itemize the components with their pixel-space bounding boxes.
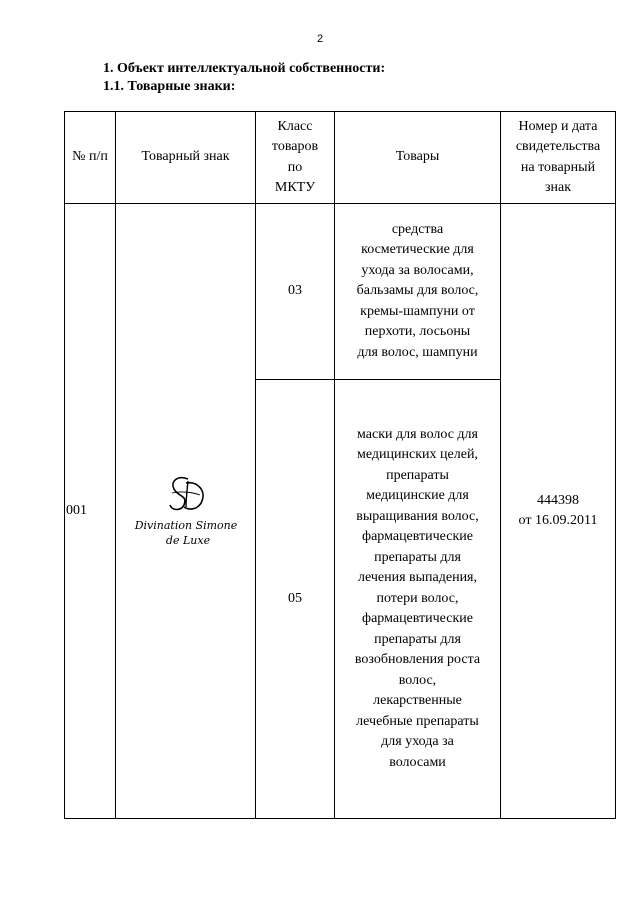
class-cell: 03 bbox=[256, 204, 335, 380]
trademark-cell bbox=[116, 204, 256, 819]
header-class: Класс товаров по МКТУ bbox=[256, 112, 335, 204]
subsection-heading: 1.1. Товарные знаки: bbox=[103, 79, 236, 94]
svg-text:de Luxe: de Luxe bbox=[165, 534, 211, 547]
certificate-cell: 444398 от 16.09.2011 bbox=[501, 204, 616, 819]
header-number: № п/п bbox=[65, 112, 116, 204]
header-goods: Товары bbox=[335, 112, 501, 204]
section-heading: 1. Объект интеллектуальной собственности: bbox=[103, 61, 386, 76]
svg-text:Divination Simone: Divination Simone bbox=[134, 519, 238, 532]
header-certificate: Номер и дата свидетельства на товарный знак bbox=[501, 112, 616, 204]
header-trademark: Товарный знак bbox=[116, 112, 256, 204]
row-number-cell: 001 bbox=[65, 204, 116, 819]
goods-cell: маски для волос для медицинских целей, препараты медицинские для выращивания волос, фармацевтические препараты для лечения выпадения, потери волос, фармацевтические препараты для возобновления роста волос, лекарственные лечебные препараты для ухода за волосами bbox=[335, 380, 501, 819]
page-number: 2 bbox=[316, 33, 324, 45]
class-cell: 05 bbox=[256, 380, 335, 819]
divination-simone-de-luxe-logo-icon bbox=[126, 471, 246, 551]
table-header-row bbox=[65, 112, 616, 204]
trademarks-table bbox=[64, 111, 616, 819]
table-row bbox=[65, 204, 616, 380]
goods-cell: средства косметические для ухода за волосами, бальзамы для волос, кремы-шампуни от перхоти, лосьоны для волос, шампуни bbox=[335, 204, 501, 380]
